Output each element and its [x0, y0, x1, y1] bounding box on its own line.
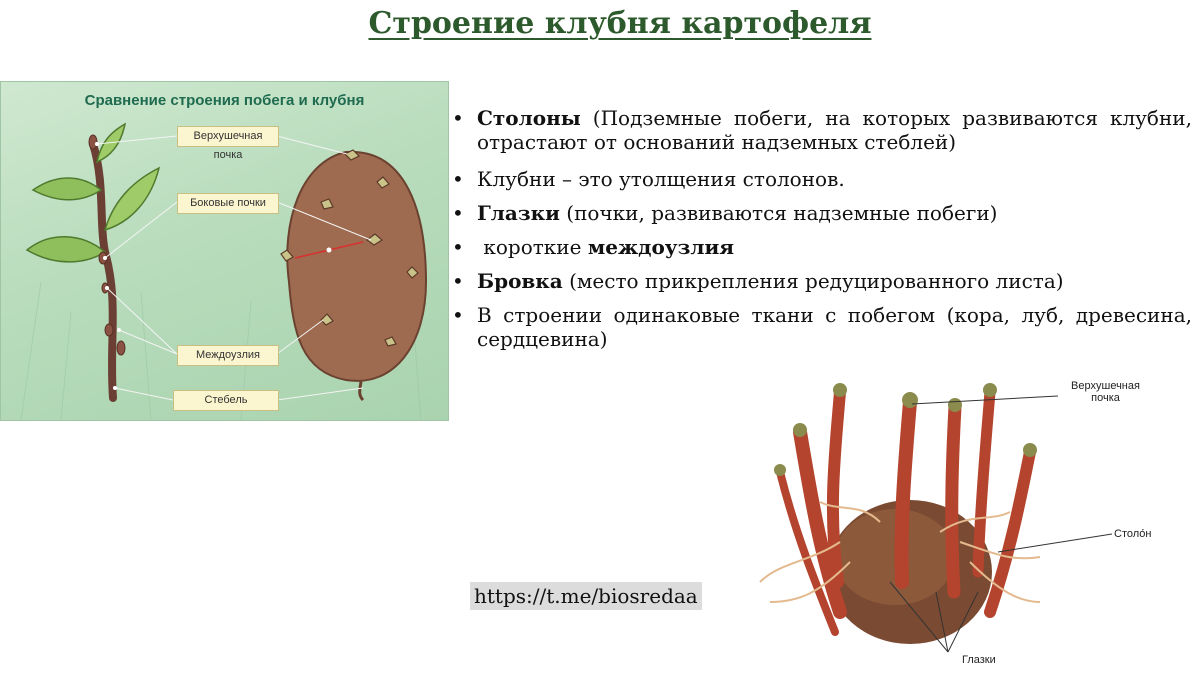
- label-stem: Стебель: [173, 390, 279, 411]
- list-item: • Глазки (почки, развиваются надземные побеги): [447, 201, 1192, 225]
- label-eyes-photo: Глазки: [962, 654, 996, 666]
- list-item: • Бровка (место прикрепления редуцированного листа): [447, 269, 1192, 293]
- sprouted-potato-figure: [740, 362, 1200, 685]
- tuber-drawing: [287, 152, 426, 381]
- term-internodes: междоузлия: [587, 235, 735, 259]
- list-item: • Клубни – это утолщения столонов.: [447, 167, 1192, 191]
- list-item: • В строении одинаковые ткани с побегом (кора, луб, древесина, сердцевина): [447, 303, 1192, 351]
- tuber-facts-list: [447, 106, 1192, 364]
- sprouted-potato-illustration: [740, 362, 1200, 685]
- list-item: • Столоны (Подземные побеги, на которых развиваются клубни, отрастают от оснований надземных стеблей): [447, 106, 1192, 154]
- label-apical-bud-photo: Верхушечная почка: [1071, 380, 1140, 404]
- shoot-tuber-comparison-figure: [0, 81, 449, 421]
- stem-drawing: [93, 144, 113, 398]
- label-apical-bud: Верхушечная почка: [177, 126, 279, 147]
- list-item: • короткие междоузлия: [447, 235, 1192, 259]
- label-stolon-photo: Столо́н: [1114, 528, 1152, 540]
- label-internodes: Междоузлия: [177, 345, 279, 366]
- comparison-heading: Сравнение строения побега и клубня: [84, 92, 365, 109]
- telegram-link[interactable]: https://t.me/biosredaa: [470, 582, 702, 610]
- page-title: Строение клубня картофеля: [368, 6, 872, 41]
- label-lateral-buds: Боковые почки: [177, 193, 279, 214]
- term-stolons: Столоны: [477, 106, 581, 130]
- leaf-drawing: [27, 237, 105, 262]
- term-brow: Бровка: [477, 269, 563, 293]
- term-eyes: Глазки: [477, 201, 560, 225]
